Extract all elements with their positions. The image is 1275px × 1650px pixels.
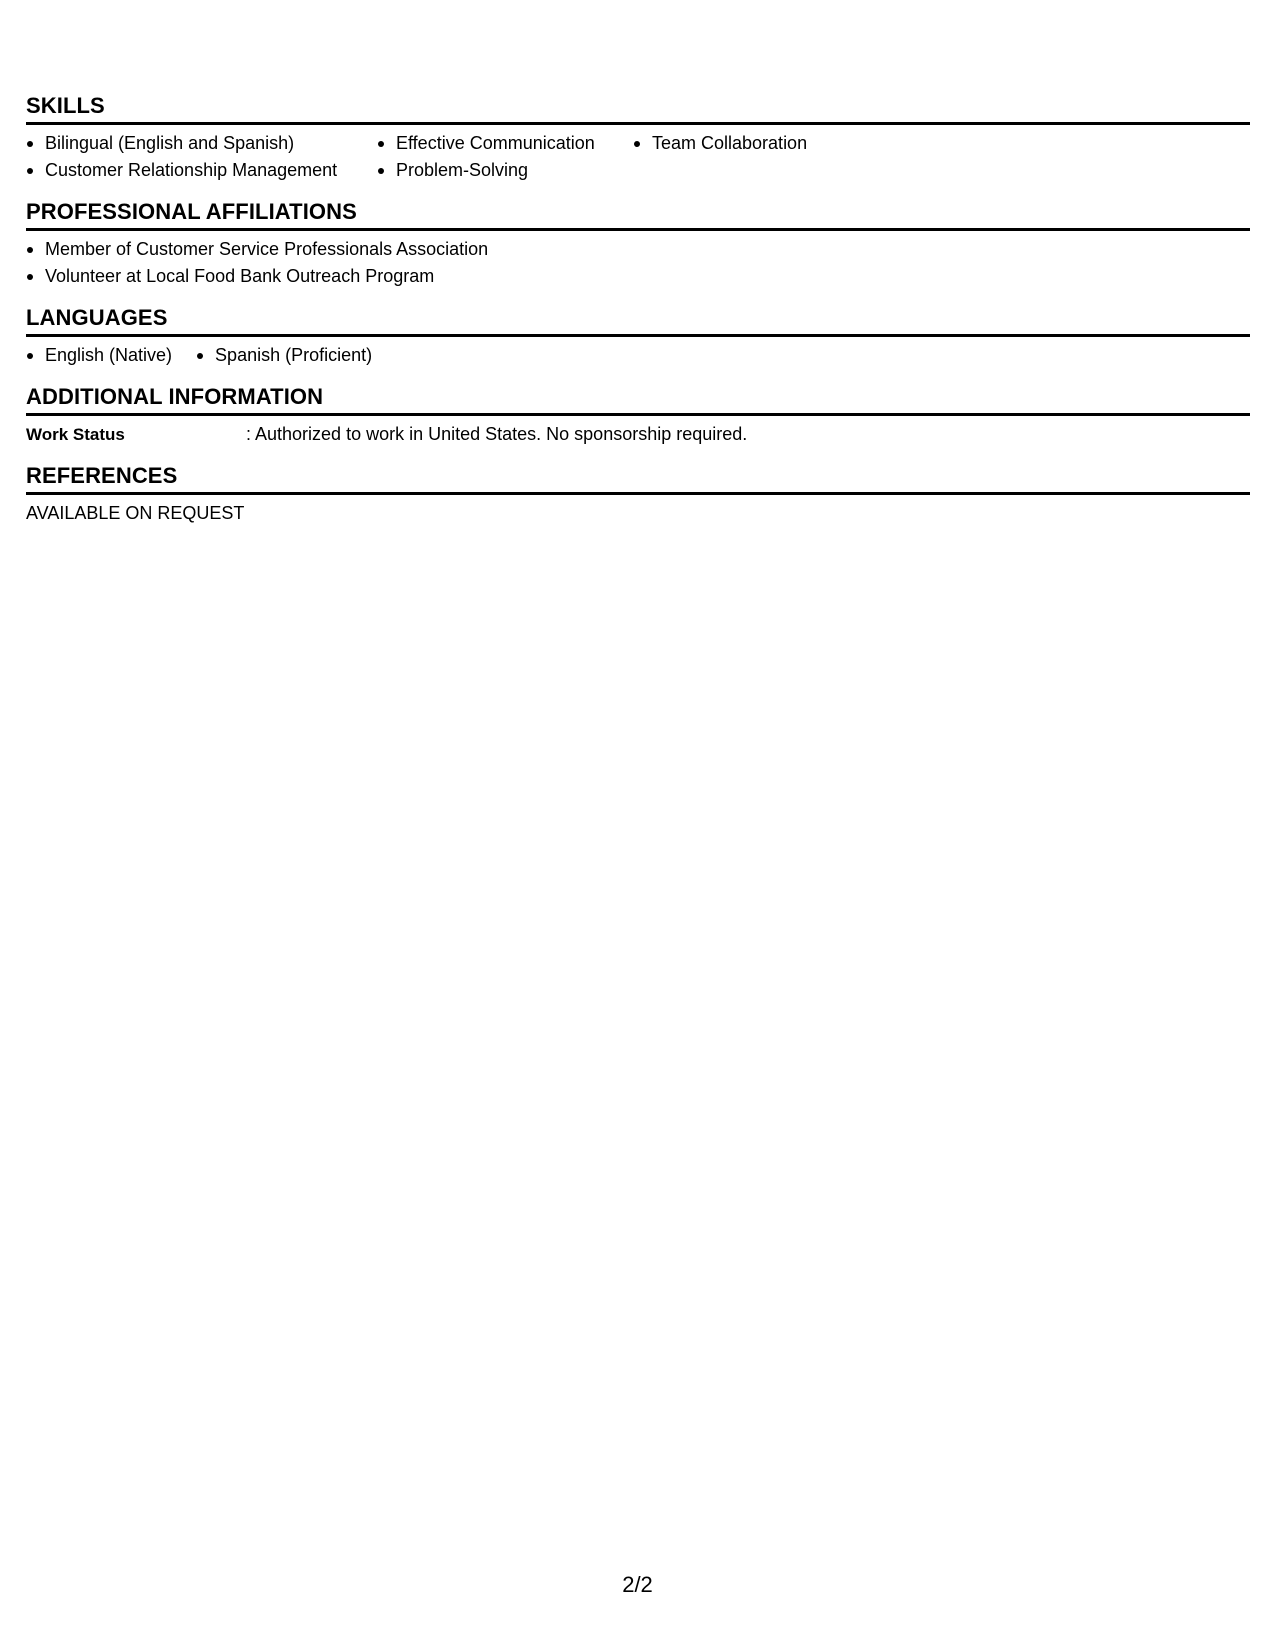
references-text: AVAILABLE ON REQUEST <box>26 503 245 523</box>
language-item <box>26 342 172 369</box>
bullet-icon <box>27 274 33 280</box>
bullet-icon <box>378 168 384 174</box>
additional-info-section <box>26 384 1250 448</box>
affiliations-section <box>26 199 1250 290</box>
section-divider <box>26 122 1250 125</box>
section-title-skills: SKILLS <box>26 93 105 118</box>
skill-item <box>26 130 377 157</box>
section-title-affiliations: PROFESSIONAL AFFILIATIONS <box>26 199 357 224</box>
section-divider <box>26 413 1250 416</box>
affiliation-item <box>26 263 1250 290</box>
work-status-label: Work Status <box>26 425 125 444</box>
section-title-languages: LANGUAGES <box>26 305 168 330</box>
affiliation-text: Member of Customer Service Professionals Association <box>45 239 489 259</box>
bullet-icon <box>197 353 203 359</box>
work-status-value: : Authorized to work in United States. No sponsorship required. <box>246 424 748 444</box>
bullet-icon <box>27 353 33 359</box>
affiliation-item <box>26 236 1250 263</box>
skills-column-1 <box>26 130 377 184</box>
bullet-icon <box>27 141 33 147</box>
section-title-references: REFERENCES <box>26 463 178 488</box>
skill-text: Effective Communication <box>396 133 595 153</box>
skills-section <box>26 93 1250 184</box>
skill-item <box>377 157 633 184</box>
section-divider <box>26 492 1250 495</box>
language-text: Spanish (Proficient) <box>215 345 373 365</box>
skill-text: Team Collaboration <box>652 133 808 153</box>
skills-column-3 <box>633 130 853 184</box>
skills-column-2 <box>377 130 633 184</box>
language-text: English (Native) <box>45 345 173 365</box>
language-item <box>196 342 372 369</box>
affiliation-text: Volunteer at Local Food Bank Outreach Program <box>45 266 435 286</box>
skill-item <box>26 157 377 184</box>
bullet-icon <box>27 247 33 253</box>
affiliations-list <box>26 236 1250 290</box>
skill-item <box>377 130 633 157</box>
bullet-icon <box>27 168 33 174</box>
skill-text: Customer Relationship Management <box>45 160 338 180</box>
languages-section <box>26 305 1250 369</box>
section-divider <box>26 334 1250 337</box>
section-title-additional-info: ADDITIONAL INFORMATION <box>26 384 324 409</box>
skill-item <box>633 130 853 157</box>
skill-text: Bilingual (English and Spanish) <box>45 133 295 153</box>
references-section <box>26 463 1250 527</box>
work-status-row <box>26 421 1250 448</box>
bullet-icon <box>378 141 384 147</box>
section-divider <box>26 228 1250 231</box>
languages-list <box>26 342 1250 369</box>
skills-list <box>26 130 1250 184</box>
bullet-icon <box>634 141 640 147</box>
page-number: 2/2 <box>622 1572 653 1597</box>
skill-text: Problem-Solving <box>396 160 529 180</box>
